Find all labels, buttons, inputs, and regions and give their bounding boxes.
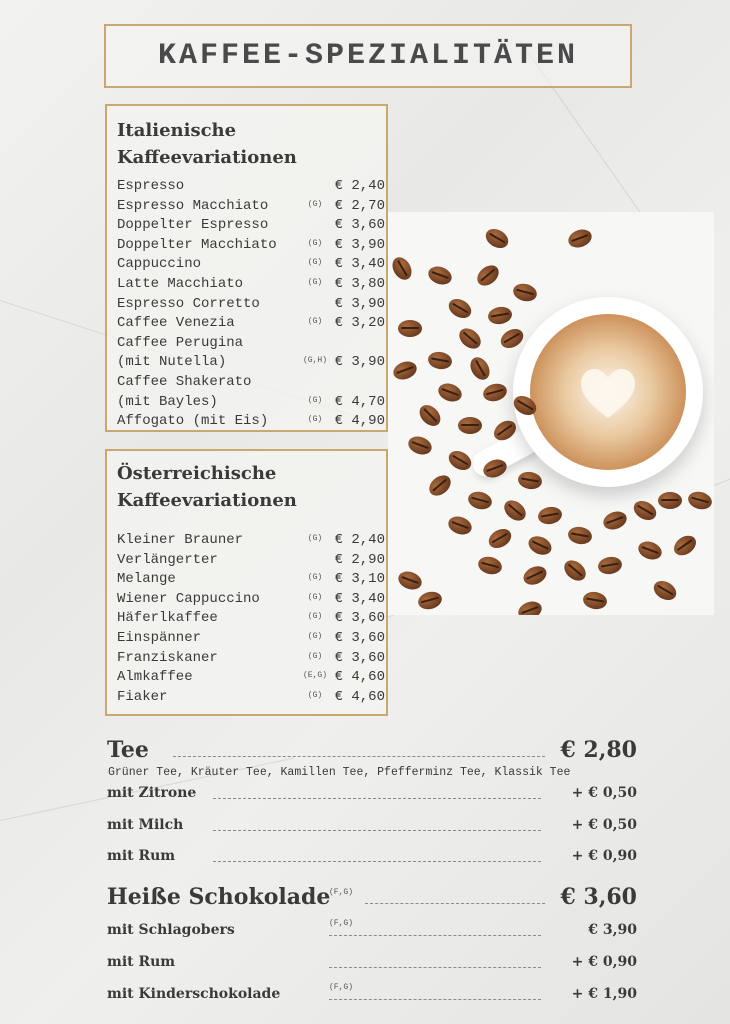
item-allergens: (G)	[307, 631, 323, 641]
coffee-bean	[398, 320, 422, 337]
item-price: € 3,40	[334, 590, 385, 607]
item-name: Wiener Cappuccino	[117, 590, 260, 607]
coffee-bean	[630, 497, 659, 524]
coffee-bean	[458, 417, 482, 434]
coffee-photo	[388, 212, 714, 615]
item-price: € 3,40	[334, 256, 385, 273]
item-allergens: (G)	[307, 199, 323, 209]
tea-description: Grüner Tee, Kräuter Tee, Kamillen Tee, Pfefferminz Tee, Klassik Tee	[108, 766, 571, 779]
item-name: Cappuccino	[117, 256, 202, 273]
item-name: Caffee Venezia	[117, 315, 235, 332]
menu-item	[117, 668, 385, 688]
coffee-bean	[537, 505, 564, 526]
chocolate-allergens: (F,G)	[329, 888, 354, 897]
item-name: Latte Macchiato	[117, 275, 244, 292]
menu-item	[117, 334, 376, 354]
item-name: Caffee Perugina	[117, 334, 244, 351]
menu-item	[117, 295, 385, 315]
item-allergens: (G)	[307, 573, 323, 583]
menu-item	[117, 236, 385, 256]
item-allergens: (G)	[307, 592, 323, 602]
leader-dots	[173, 756, 545, 757]
item-price: € 4,90	[334, 413, 385, 430]
coffee-bean	[582, 590, 609, 611]
coffee-bean	[521, 563, 550, 589]
menu-item	[117, 629, 385, 649]
item-name: Doppelter Macchiato	[117, 236, 277, 253]
coffee-bean	[517, 470, 544, 491]
coffee-bean	[670, 532, 699, 560]
leader-dots	[329, 999, 541, 1000]
austrian-coffee-box	[105, 449, 388, 716]
item-name: Espresso Corretto	[117, 295, 260, 312]
leader-dots	[213, 798, 541, 799]
leader-dots	[213, 830, 541, 831]
coffee-bean	[389, 254, 416, 283]
item-name: Doppelter Espresso	[117, 217, 269, 234]
menu-item	[117, 393, 385, 413]
coffee-bean	[497, 325, 526, 352]
coffee-bean	[425, 471, 454, 499]
item-price: € 3,60	[334, 217, 385, 234]
coffee-bean	[526, 533, 555, 559]
item-name: Espresso Macchiato	[117, 197, 269, 214]
coffee-bean	[500, 496, 529, 524]
coffee-bean	[455, 324, 484, 352]
item-name: Franziskaner	[117, 649, 218, 666]
italian-heading-line2: Kaffeevariationen	[117, 147, 297, 168]
menu-item	[117, 373, 376, 393]
menu-item	[117, 412, 385, 432]
coffee-bean	[466, 489, 494, 512]
extra-item	[107, 954, 637, 974]
item-price: € 3,90	[334, 295, 385, 312]
menu-item	[117, 255, 385, 275]
coffee-bean	[426, 263, 454, 287]
item-allergens: (G)	[307, 277, 323, 287]
menu-item	[117, 688, 385, 708]
item-name: Häferlkaffee	[117, 610, 218, 627]
item-price: € 3,80	[334, 275, 385, 292]
menu-item	[117, 177, 385, 197]
coffee-bean	[436, 380, 464, 404]
item-name: (mit Nutella)	[117, 354, 227, 371]
extra-price: + € 0,90	[571, 954, 637, 970]
item-price: € 3,60	[334, 610, 385, 627]
coffee-bean	[650, 577, 679, 604]
extra-name: mit Rum	[107, 848, 176, 864]
coffee-bean	[427, 350, 454, 371]
coffee-bean	[482, 225, 511, 252]
extra-name: mit Rum	[107, 954, 176, 970]
extra-item	[107, 983, 637, 1006]
coffee-bean	[516, 598, 544, 615]
item-price: € 3,90	[334, 236, 385, 253]
extra-name: mit Zitrone	[107, 785, 197, 801]
item-allergens: (G)	[307, 395, 323, 405]
coffee-bean	[487, 305, 514, 326]
item-allergens: (G)	[307, 415, 323, 425]
coffee-bean	[467, 354, 494, 383]
extra-name: mit Kinderschokolade	[107, 986, 281, 1002]
extra-name: mit Milch	[107, 817, 184, 833]
italian-heading-line1: Italienische	[117, 120, 237, 141]
menu-item	[117, 649, 385, 669]
coffee-bean	[658, 492, 682, 509]
item-price: € 4,60	[334, 669, 385, 686]
item-price: € 2,40	[334, 532, 385, 548]
item-name: Fiaker	[117, 688, 168, 705]
menu-item	[117, 609, 385, 629]
item-price: € 2,40	[334, 178, 385, 194]
item-name: Affogato (mit Eis)	[117, 413, 269, 430]
tea-row	[107, 737, 637, 767]
coffee-bean	[445, 295, 474, 322]
extra-price: + € 0,50	[571, 817, 637, 833]
item-name: Espresso	[117, 178, 185, 194]
item-name: Kleiner Brauner	[117, 532, 244, 548]
item-name: Almkaffee	[117, 669, 193, 686]
item-price: € 3,60	[334, 629, 385, 646]
coffee-bean	[391, 358, 419, 382]
extra-item	[107, 919, 637, 942]
leader-dots	[365, 903, 545, 904]
coffee-bean	[473, 261, 502, 289]
leader-dots	[213, 861, 541, 862]
item-allergens: (G)	[307, 238, 323, 248]
austrian-heading-line2: Kaffeevariationen	[117, 490, 297, 511]
coffee-bean	[511, 281, 539, 304]
item-price: € 3,10	[334, 571, 385, 588]
item-allergens: (G)	[307, 612, 323, 622]
tea-label: Tee	[107, 737, 149, 763]
chocolate-price: € 3,60	[560, 884, 637, 910]
italian-heading	[117, 117, 376, 171]
coffee-bean	[636, 538, 664, 562]
extra-price: + € 1,90	[571, 986, 637, 1002]
menu-item	[117, 314, 385, 334]
coffee-bean	[416, 589, 444, 612]
extra-item	[107, 848, 637, 868]
austrian-heading	[117, 460, 376, 514]
latte-heart-icon	[576, 362, 640, 422]
item-price: € 4,70	[334, 393, 385, 410]
extra-item	[107, 817, 637, 837]
coffee-bean	[396, 568, 424, 592]
extra-allergens: (F,G)	[329, 919, 354, 928]
page-title-frame	[104, 24, 632, 88]
extra-allergens: (F,G)	[329, 983, 354, 992]
item-allergens: (G)	[307, 258, 323, 268]
item-allergens: (G)	[307, 690, 323, 700]
item-name: Caffee Shakerato	[117, 373, 252, 390]
tea-price: € 2,80	[560, 737, 637, 763]
menu-item	[117, 275, 385, 295]
coffee-bean	[481, 381, 509, 404]
item-allergens: (G)	[307, 317, 323, 327]
extra-price: + € 0,50	[571, 785, 637, 801]
item-allergens: (G)	[307, 534, 323, 543]
coffee-bean	[686, 489, 714, 512]
menu-item	[117, 551, 385, 571]
menu-item	[117, 590, 385, 610]
item-allergens: (G)	[307, 651, 323, 661]
coffee-bean	[485, 525, 514, 552]
coffee-bean	[446, 513, 474, 537]
menu-item	[117, 353, 385, 373]
item-name: Einspänner	[117, 629, 202, 646]
menu-item	[117, 531, 385, 551]
coffee-bean	[476, 554, 504, 577]
extra-item	[107, 785, 637, 805]
coffee-bean	[406, 433, 434, 457]
item-price: € 3,60	[334, 649, 385, 666]
coffee-bean	[560, 556, 589, 584]
item-name: Melange	[117, 571, 176, 588]
coffee-bean	[601, 508, 629, 532]
item-price: € 4,60	[334, 688, 385, 705]
austrian-menu-list	[117, 531, 385, 707]
italian-menu-list	[117, 177, 385, 432]
leader-dots	[329, 935, 541, 936]
chocolate-row	[107, 884, 637, 914]
item-price: € 3,90	[334, 354, 385, 371]
extra-price: + € 0,90	[571, 848, 637, 864]
coffee-bean	[597, 555, 624, 576]
item-price: € 2,70	[334, 197, 385, 214]
item-price: € 3,20	[334, 315, 385, 332]
menu-item	[117, 216, 385, 236]
chocolate-label: Heiße Schokolade	[107, 884, 331, 910]
austrian-heading-line1: Österreichische	[117, 463, 277, 484]
item-allergens: (E,G)	[302, 671, 327, 681]
menu-item	[117, 570, 385, 590]
extra-name: mit Schlagobers	[107, 922, 235, 938]
coffee-bean	[566, 226, 594, 250]
item-name: Verlängerter	[117, 551, 218, 568]
extra-price: € 3,90	[588, 922, 637, 938]
item-allergens: (G,H)	[302, 356, 327, 366]
coffee-bean	[416, 401, 445, 430]
item-name: (mit Bayles)	[117, 393, 218, 410]
page-title: KAFFEE-SPEZIALITÄTEN	[157, 39, 579, 73]
coffee-bean	[567, 525, 594, 546]
italian-coffee-box	[105, 104, 388, 432]
item-price: € 2,90	[334, 551, 385, 568]
leader-dots	[329, 967, 541, 968]
coffee-bean	[445, 447, 474, 474]
menu-item	[117, 197, 385, 217]
